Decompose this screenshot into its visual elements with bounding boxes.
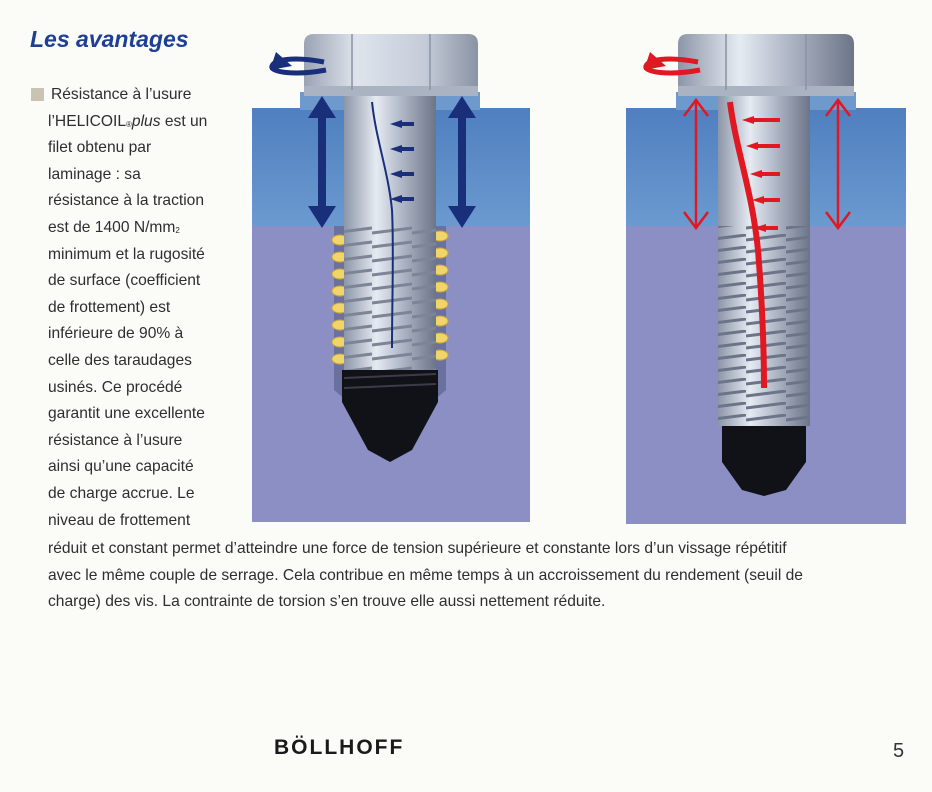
text-line: laminage : sa	[48, 165, 141, 183]
bolt-shank	[344, 96, 436, 226]
bolt-figure-standard	[252, 30, 530, 522]
text-line: de frottement) est	[48, 298, 171, 316]
bolt-head	[678, 34, 854, 90]
plus-word: plus	[131, 112, 161, 130]
text-line: avec le même couple de serrage. Cela contribue en même temps à un accroissement du rendement (seuil de	[48, 566, 803, 584]
text-line: usinés. Ce procédé	[48, 378, 183, 396]
brand-logo: BÖLLHOFF	[274, 736, 405, 759]
page-number: 5	[893, 740, 905, 762]
text-line: minimum et la rugosité	[48, 245, 205, 263]
bolt-figure-helicoil	[626, 30, 906, 524]
registered-mark: ®	[126, 119, 132, 129]
bullet-square	[31, 88, 44, 101]
text-line: niveau de frottement	[48, 511, 191, 529]
text-line: charge) des vis. La contrainte de torsion s’en trouve elle aussi nettement réduite.	[48, 593, 606, 611]
text-line: résistance à l’usure	[48, 431, 183, 449]
text-line-traction: est de 1400 $N/mm^2$	[48, 218, 180, 236]
text-line: garantit une excellente	[48, 405, 205, 423]
page-title: Les avantages	[30, 26, 189, 52]
superscript-two: 2	[175, 225, 180, 235]
text-line: ainsi qu’une capacité	[48, 458, 194, 476]
text-line: réduit et constant permet d’atteindre une force de tension supérieure et constante lors d’un vissage répétitif	[48, 540, 787, 557]
bolt-head	[304, 34, 478, 90]
text-line-helicoil: l’HELICOIL®plus est un	[48, 112, 208, 130]
text-line: de charge accrue. Le	[48, 484, 195, 502]
text-line: inférieure de 90% à	[48, 325, 184, 343]
text-line: Résistance à l’usure	[51, 86, 192, 103]
text-line: celle des taraudages	[48, 351, 192, 369]
text-line: résistance à la traction	[48, 192, 205, 210]
continued-text	[48, 536, 908, 616]
text-line: de surface (coefficient	[48, 272, 201, 290]
text-line: filet obtenu par	[48, 139, 152, 157]
left-text-column	[48, 82, 248, 534]
